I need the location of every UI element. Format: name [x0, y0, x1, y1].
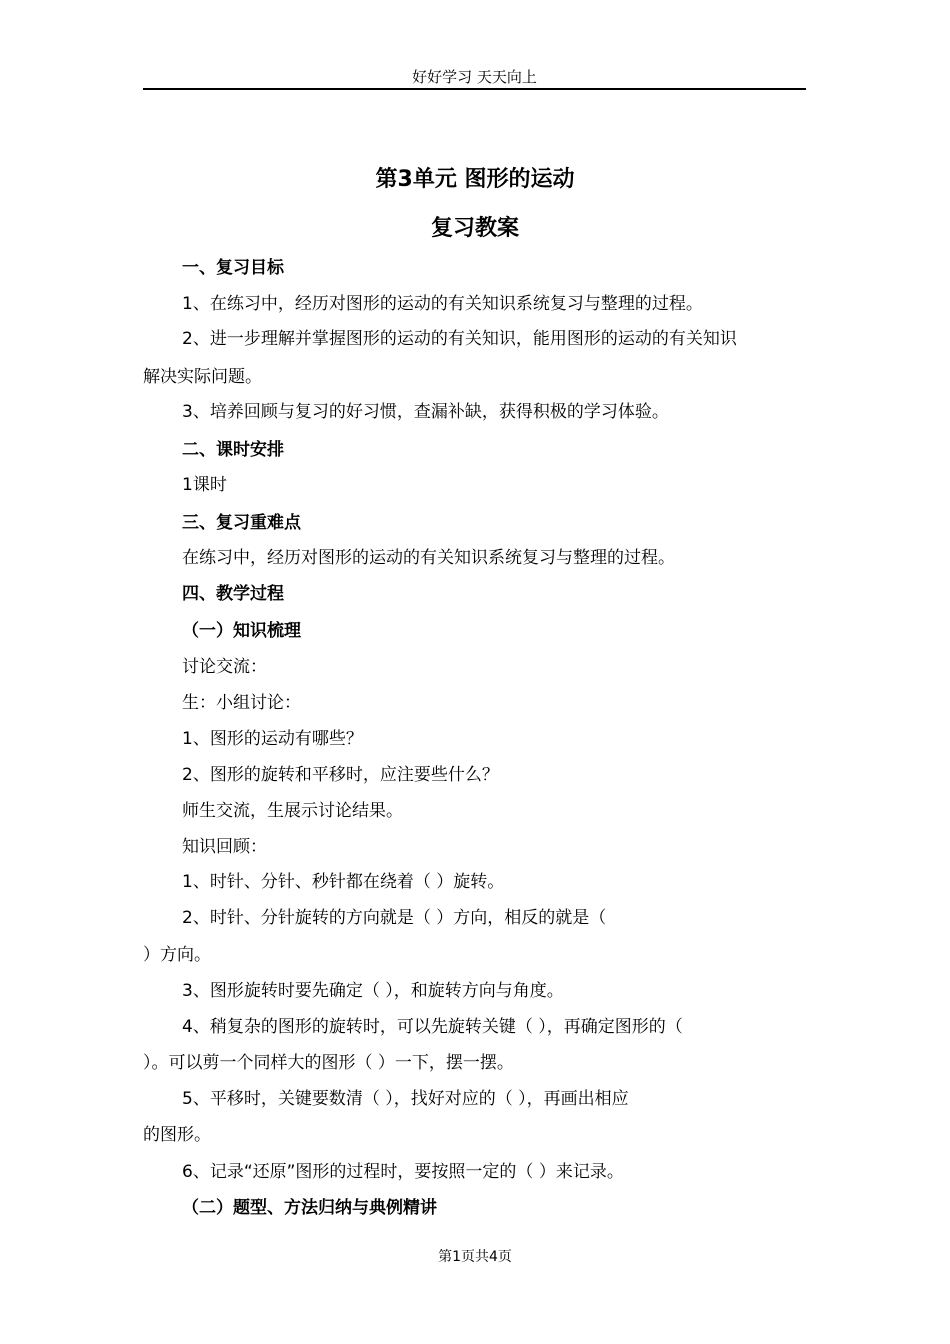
- review-item-1: 1、时针、分针、秒针都在绕着（ ）旋转。: [182, 872, 505, 892]
- objective-1: 1、在练习中，经历对图形的运动的有关知识系统复习与整理的过程。: [182, 294, 703, 314]
- question-2: 2、图形的旋转和平移时，应注要些什么？: [182, 765, 499, 785]
- objective-3: 3、培养回顾与复习的好习惯，查漏补缺，获得积极的学习体验。: [182, 402, 669, 422]
- page-header: 好好学习 天天向上: [412, 68, 537, 86]
- subsection-heading-knowledge: （一）知识梳理: [182, 621, 301, 641]
- section-heading-key-points: 三、复习重难点: [182, 513, 301, 533]
- review-item-5: 5、平移时，关键要数清（ ），找好对应的（ ），再画出相应: [182, 1089, 629, 1109]
- header-rule: [143, 88, 806, 90]
- review-item-2: 2、时针、分针旋转的方向就是（ ）方向，相反的就是（: [182, 908, 607, 928]
- review-item-4: 4、稍复杂的图形的旋转时，可以先旋转关键（ ），再确定图形的（: [182, 1017, 683, 1037]
- review-item-4-cont: ）。可以剪一个同样大的图形（ ）一下，摆一摆。: [143, 1053, 514, 1073]
- document-title: 第3单元 图形的运动: [375, 167, 575, 192]
- objective-2: 2、进一步理解并掌握图形的运动的有关知识，能用图形的运动的有关知识: [182, 329, 737, 349]
- question-1: 1、图形的运动有哪些？: [182, 729, 363, 749]
- share-text: 师生交流，生展示讨论结果。: [182, 801, 403, 821]
- review-item-2-cont: ）方向。: [143, 945, 211, 965]
- key-points-text: 在练习中，经历对图形的运动的有关知识系统复习与整理的过程。: [182, 548, 675, 568]
- section-heading-objectives: 一、复习目标: [182, 258, 284, 278]
- group-discussion-label: 生：小组讨论：: [182, 693, 301, 713]
- page-number: 第1页共4页: [438, 1249, 512, 1265]
- objective-2-cont: 解决实际问题。: [143, 367, 262, 387]
- review-item-6: 6、记录“还原”图形的过程时，要按照一定的（ ）来记录。: [182, 1162, 624, 1182]
- discussion-label: 讨论交流：: [182, 657, 267, 677]
- document-subtitle: 复习教案: [430, 216, 519, 241]
- subsection-heading-methods: （二）题型、方法归纳与典例精讲: [182, 1198, 437, 1218]
- review-item-5-cont: 的图形。: [143, 1125, 211, 1145]
- schedule-text: 1课时: [182, 475, 227, 495]
- review-label: 知识回顾：: [182, 837, 267, 857]
- section-heading-schedule: 二、课时安排: [182, 440, 284, 460]
- review-item-3: 3、图形旋转时要先确定（ ），和旋转方向与角度。: [182, 981, 564, 1001]
- section-heading-process: 四、教学过程: [182, 584, 284, 604]
